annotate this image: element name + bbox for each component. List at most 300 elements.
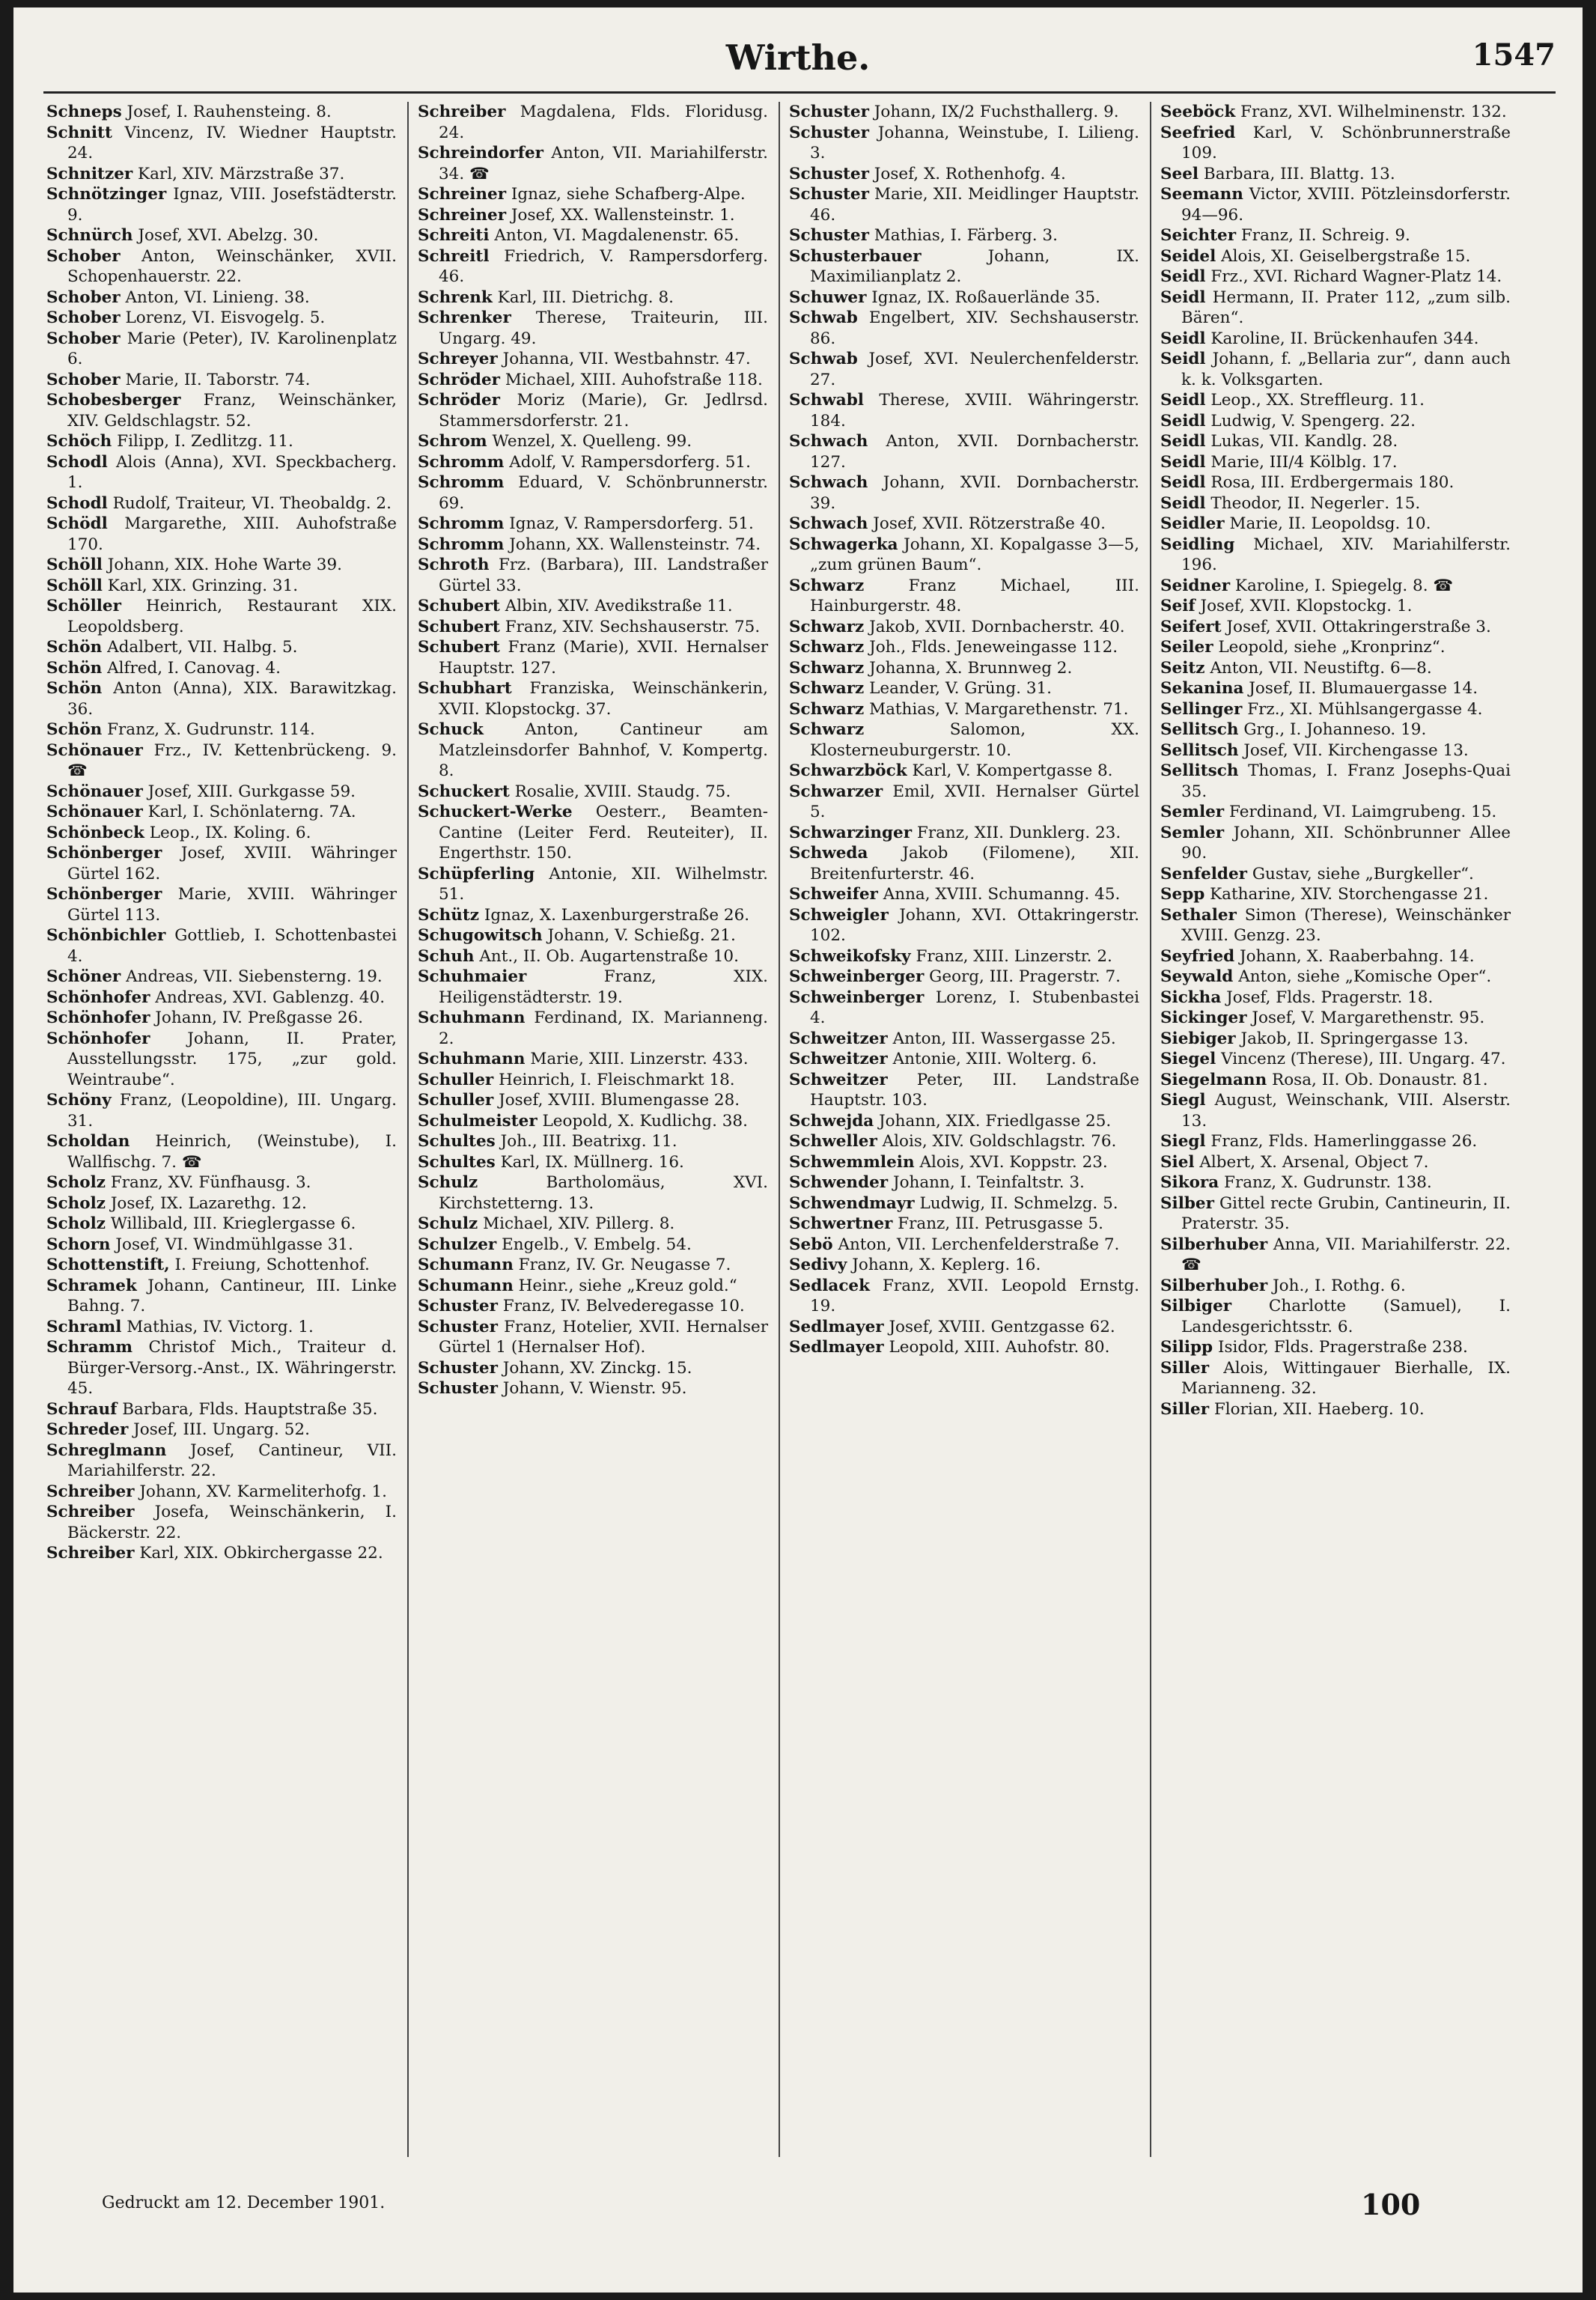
directory-entry [46, 1131, 397, 1172]
entry-details: Barbara, Flds. Hauptstraße 35. [122, 1399, 378, 1419]
directory-entry [1160, 946, 1511, 967]
directory-entry [789, 823, 1139, 844]
entry-surname: Seichter [1160, 226, 1237, 245]
entry-surname: Schwarz [789, 576, 865, 595]
entry-details: Franz Michael, III. Hainburgerstr. 48. [810, 576, 1140, 615]
directory-entry [46, 1008, 397, 1029]
directory-entry [1160, 596, 1511, 617]
entry-surname: Schuster [418, 1358, 498, 1378]
entry-details: Magdalena, Flds. Floridusg. 24. [439, 103, 768, 142]
directory-entry [418, 1255, 768, 1276]
entry-surname: Schramek [46, 1276, 137, 1295]
directory-page [13, 7, 1583, 2293]
entry-surname: Siegel [1160, 1050, 1216, 1068]
directory-entry [46, 678, 397, 719]
entry-surname: Schwarzböck [789, 761, 907, 780]
directory-entry [46, 329, 397, 370]
directory-entry [46, 164, 397, 185]
entry-details: Franz, II. Schreig. 9. [1240, 226, 1410, 245]
entry-details: Frz., XI. Mühlsangergasse 4. [1247, 699, 1483, 719]
directory-entry [46, 843, 397, 884]
entry-surname: Schönauer [46, 740, 143, 760]
entry-surname: Schwagerka [789, 535, 898, 554]
entry-details: Karl, XIV. Märzstraße 37. [138, 164, 345, 183]
entry-surname: Sikora [1160, 1173, 1219, 1192]
entry-details: Karl, I. Schönlaterng. 7A. [147, 803, 356, 821]
entry-details: Anton, XVII. Dornbacherstr. 127. [810, 432, 1139, 472]
directory-entry [1160, 905, 1511, 946]
entry-surname: Schwarz [789, 679, 865, 698]
entry-details: Franz, XII. Dunklerg. 23. [916, 823, 1121, 842]
entry-details: Jakob, II. Springergasse 13. [1240, 1029, 1469, 1048]
directory-entry [789, 967, 1139, 988]
entry-surname: Seidl [1160, 329, 1206, 348]
entry-details: Josef, Flds. Pragerstr. 18. [1226, 988, 1434, 1007]
directory-entry [46, 555, 397, 576]
entry-details: Anton, VI. Magdalenenstr. 65. [494, 226, 740, 245]
entry-surname: Schwab [789, 350, 858, 368]
entry-details: Mathias, I. Färberg. 3. [874, 226, 1058, 245]
entry-surname: Seyfried [1160, 946, 1235, 966]
entry-details: Barbara, III. Blattg. 13. [1203, 164, 1395, 183]
directory-entry [418, 205, 768, 226]
entry-surname: Schnitt [46, 123, 112, 142]
entry-surname: Scholz [46, 1173, 106, 1192]
directory-entry [1160, 1131, 1511, 1152]
entry-details: Franz, X. Gudrunstr. 114. [107, 720, 315, 739]
directory-entry [46, 884, 397, 925]
directory-entry [418, 1152, 768, 1173]
directory-entry [789, 1214, 1139, 1235]
directory-entry [418, 184, 768, 205]
directory-entry [789, 1070, 1139, 1111]
entry-details: Franz, XIII. Linzerstr. 2. [916, 946, 1112, 966]
directory-entry [1160, 967, 1511, 988]
entry-details: Ignaz, IX. Roßauerlände 35. [871, 288, 1100, 307]
directory-entry [418, 617, 768, 638]
entry-details: Marie, II. Leopoldsg. 10. [1229, 514, 1431, 533]
entry-surname: Schweller [789, 1132, 877, 1151]
directory-entry [46, 1317, 397, 1338]
entry-details: Michael, XIV. Mariahilferstr. 196. [1181, 535, 1511, 574]
directory-entry [789, 782, 1139, 823]
entry-details: Ferdinand, IX. Marianneng. 2. [439, 1008, 768, 1048]
entry-surname: Schwertner [789, 1214, 893, 1233]
entry-details: Christof Mich., Traiteur d. Bürger-Versorg.-Anst., IX. Währingerstr. 45. [67, 1338, 397, 1398]
directory-entry [418, 102, 768, 143]
directory-entry [46, 514, 397, 555]
entry-surname: Seiler [1160, 638, 1213, 657]
entry-details: Johann, XV. Karmeliterhofg. 1. [139, 1482, 388, 1501]
directory-entry [418, 802, 768, 864]
entry-surname: Schuckert [418, 782, 510, 801]
directory-entry [1160, 576, 1511, 597]
directory-entry [418, 288, 768, 308]
directory-entry [46, 431, 397, 452]
directory-entry [46, 370, 397, 391]
directory-entry [1160, 678, 1511, 699]
entry-surname: Sickinger [1160, 1008, 1247, 1027]
entry-surname: Seywald [1160, 967, 1234, 986]
directory-entry [789, 472, 1139, 514]
entry-details: Karl, IX. Müllnerg. 16. [500, 1152, 684, 1172]
directory-entry [789, 637, 1139, 658]
entry-details: Leop., IX. Koling. 6. [149, 823, 311, 842]
directory-entry [789, 905, 1139, 946]
directory-entry [418, 1317, 768, 1358]
entry-surname: Schödl [46, 514, 108, 533]
entry-details: Leander, V. Grüng. 31. [869, 679, 1053, 698]
entry-surname: Schuster [418, 1317, 498, 1336]
entry-surname: Schuster [789, 226, 869, 245]
directory-entry [418, 596, 768, 617]
entry-details: Vincenz, IV. Wiedner Hauptstr. 24. [67, 123, 397, 162]
entry-surname: Siebiger [1160, 1029, 1236, 1048]
entry-surname: Schöller [46, 597, 121, 615]
entry-details: Johann, XV. Zinckg. 15. [502, 1358, 692, 1378]
entry-details: Alois, Wittingauer Bierhalle, IX. Marianneng. 32. [1181, 1358, 1511, 1398]
entry-surname: Schwarz [789, 720, 865, 739]
directory-entry [789, 225, 1139, 246]
directory-entry [418, 1111, 768, 1132]
entry-details: Bartholomäus, XVI. Kirchstetterng. 13. [439, 1173, 768, 1213]
entry-surname: Schrom [418, 432, 487, 451]
directory-entry [789, 946, 1139, 967]
entry-surname: Silbiger [1160, 1297, 1232, 1315]
directory-entry [1160, 225, 1511, 246]
entry-surname: Schwab [789, 308, 858, 327]
entry-surname: Schuster [789, 103, 869, 121]
entry-surname: Seidling [1160, 535, 1235, 554]
directory-entry [418, 782, 768, 803]
entry-details: Joh., III. Beatrixg. 11. [500, 1132, 677, 1151]
entry-surname: Seifert [1160, 617, 1222, 636]
entry-surname: Schweifer [789, 885, 878, 904]
directory-entry [46, 1482, 397, 1503]
directory-entry [1160, 1399, 1511, 1420]
entry-surname: Schuhmann [418, 1008, 526, 1027]
directory-entry [46, 658, 397, 679]
directory-entry [789, 1235, 1139, 1256]
entry-details: Marie, II. Taborstr. 74. [125, 370, 311, 389]
entry-surname: Schwach [789, 432, 868, 451]
entry-details: Johanna, Weinstube, I. Lilieng. 3. [810, 123, 1139, 162]
entry-surname: Schreglmann [46, 1440, 167, 1460]
entry-surname: Schöll [46, 576, 103, 595]
entry-details: Albert, X. Arsenal, Object 7. [1199, 1152, 1429, 1172]
entry-surname: Schweigler [789, 905, 889, 925]
entry-details: Anton, VI. Linieng. 38. [125, 288, 310, 307]
entry-surname: Schuster [418, 1297, 498, 1315]
entry-details: Johann, XIX. Friedlgasse 25. [879, 1111, 1112, 1131]
directory-entry [789, 246, 1139, 288]
entry-details: Alois, XIV. Goldschlagstr. 76. [882, 1132, 1117, 1151]
directory-entry [418, 1172, 768, 1214]
directory-entry [418, 1378, 768, 1399]
entry-details: Grg., I. Johanneso. 19. [1243, 720, 1427, 739]
directory-entry [46, 925, 397, 967]
entry-details: Michael, XIII. Auhofstraße 118. [505, 370, 763, 389]
entry-details: Johann, f. „Bellaria zur“, dann auch k. k. Volksgarten. [1181, 350, 1511, 389]
directory-entry [418, 143, 768, 184]
entry-surname: Siller [1160, 1399, 1210, 1419]
print-date: Gedruckt am 12. December 1901. [102, 2194, 386, 2212]
entry-surname: Seidl [1160, 493, 1206, 513]
entry-surname: Schuller [418, 1070, 494, 1089]
directory-entry [46, 1420, 397, 1440]
entry-details: Gottlieb, I. Schottenbastei 4. [67, 926, 397, 966]
entry-details: Josef, V. Margarethenstr. 95. [1252, 1008, 1485, 1027]
directory-entry [1160, 1008, 1511, 1029]
entry-surname: Schromm [418, 473, 505, 492]
directory-entry [1160, 535, 1511, 576]
entry-surname: Schwarz [789, 617, 865, 636]
entry-surname: Schraml [46, 1317, 122, 1336]
directory-entry [789, 843, 1139, 884]
entry-surname: Schromm [418, 452, 505, 472]
entry-details: Andreas, VII. Siebensterng. 19. [126, 967, 383, 986]
directory-entry [46, 782, 397, 803]
directory-entry [46, 1502, 397, 1543]
entry-details: Alfred, I. Canovag. 4. [107, 658, 281, 678]
directory-entry [418, 514, 768, 535]
entry-surname: Schweinberger [789, 967, 925, 986]
entry-surname: Schuh [418, 946, 475, 966]
entry-details: Victor, XVIII. Pötzleinsdorferstr. 94—96. [1181, 185, 1511, 225]
entry-details: Willibald, III. Krieglergasse 6. [110, 1214, 356, 1233]
entry-details: Johann, XX. Wallensteinstr. 74. [509, 535, 761, 554]
entry-details: Heinrich, Restaurant XIX. Leopoldsberg. [67, 597, 397, 636]
directory-entry [46, 1440, 397, 1482]
entry-surname: Sickha [1160, 988, 1222, 1007]
entry-details: Ludwig, II. Schmelzg. 5. [919, 1193, 1118, 1213]
directory-entry [789, 123, 1139, 164]
entry-details: Johann, XII. Schönbrunner Allee 90. [1181, 823, 1511, 862]
entry-details: Albin, XIV. Avedikstraße 11. [505, 597, 733, 615]
column-divider [779, 102, 780, 2157]
directory-entry [418, 472, 768, 514]
directory-entry [1160, 184, 1511, 225]
entry-details: Engelbert, XIV. Sechshauserstr. 86. [810, 308, 1139, 348]
entry-details: August, Weinschank, VIII. Alserstr. 13. [1181, 1091, 1511, 1131]
directory-entry [418, 1070, 768, 1091]
entry-surname: Schober [46, 246, 121, 266]
entry-details: Josef, XVI. Abelzg. 30. [138, 226, 319, 245]
directory-entry [789, 1193, 1139, 1214]
directory-entry [46, 493, 397, 514]
entry-surname: Seidl [1160, 452, 1206, 472]
entry-details: Peter, III. Landstraße Hauptstr. 103. [810, 1070, 1139, 1110]
entry-surname: Sedlacek [789, 1276, 871, 1295]
entry-surname: Schwach [789, 473, 868, 492]
directory-entry [46, 390, 397, 431]
entry-details: Franz, IV. Belvederegasse 10. [502, 1297, 745, 1315]
entry-surname: Schumann [418, 1276, 514, 1295]
entry-details: Johann, Cantineur, III. Linke Bahng. 7. [67, 1276, 397, 1315]
entry-surname: Sellinger [1160, 699, 1243, 719]
entry-surname: Schüpferling [418, 864, 535, 883]
directory-entry [418, 864, 768, 905]
entry-details: Karl, V. Kompertgasse 8. [912, 761, 1113, 780]
directory-entry [789, 884, 1139, 905]
directory-entry [418, 1008, 768, 1049]
entry-surname: Schuck [418, 720, 484, 739]
directory-entry [418, 678, 768, 719]
directory-entry [789, 308, 1139, 349]
entry-surname: Schwender [789, 1173, 889, 1192]
entry-surname: Siel [1160, 1152, 1195, 1172]
entry-surname: Schön [46, 658, 103, 678]
entry-surname: Schugowitsch [418, 926, 543, 945]
entry-surname: Silberhuber [1160, 1276, 1268, 1295]
directory-entry [789, 699, 1139, 720]
entry-details: Engelb., V. Embelg. 54. [502, 1235, 692, 1254]
entry-surname: Sellitsch [1160, 720, 1239, 739]
entry-surname: Schönauer [46, 803, 143, 821]
directory-entry [789, 988, 1139, 1029]
entry-details: Josefa, Weinschänkerin, I. Bäckerstr. 22. [67, 1503, 397, 1542]
entry-details: Josef, VI. Windmühlgasse 31. [115, 1235, 353, 1254]
entry-surname: Seidl [1160, 267, 1206, 286]
entry-surname: Sekanina [1160, 679, 1244, 698]
entry-details: Marie, XIII. Linzerstr. 433. [530, 1050, 749, 1068]
entry-surname: Sellitsch [1160, 761, 1239, 780]
entry-details: Franz (Marie), XVII. Hernalser Hauptstr. 127. [439, 638, 768, 678]
entry-surname: Schultes [418, 1132, 496, 1151]
entry-surname: Seidl [1160, 391, 1206, 410]
entry-details: Marie (Peter), IV. Karolinenplatz 6. [67, 329, 397, 368]
directory-entry [789, 535, 1139, 576]
entry-surname: Schober [46, 308, 121, 327]
entry-details: Ferdinand, VI. Laimgrubeng. 15. [1228, 803, 1497, 821]
entry-surname: Schusterbauer [789, 246, 922, 266]
directory-entry [1160, 719, 1511, 740]
entry-details: Ant., II. Ob. Augartenstraße 10. [479, 946, 739, 966]
entry-details: Franz, Weinschänker, XIV. Geldschlagstr. 52. [67, 391, 397, 431]
entry-surname: Sethaler [1160, 905, 1237, 925]
entry-surname: Schöch [46, 432, 112, 451]
directory-entry [46, 1193, 397, 1214]
directory-entry [46, 225, 397, 246]
entry-surname: Seidl [1160, 473, 1206, 492]
entry-details: Therese, Traiteurin, III. Ungarg. 49. [439, 308, 768, 348]
entry-details: Simon (Therese), Weinschänker XVIII. Genzg. 23. [1181, 905, 1511, 945]
directory-entry [1160, 246, 1511, 267]
directory-entry [789, 678, 1139, 699]
entry-surname: Sedlmayer [789, 1317, 884, 1336]
entry-surname: Schreiber [418, 103, 506, 121]
entry-details: Franz, XIV. Sechshauserstr. 75. [505, 617, 761, 636]
directory-entry [46, 1255, 397, 1276]
entry-surname: Semler [1160, 803, 1225, 821]
entry-details: Anton, III. Wassergasse 25. [892, 1029, 1116, 1048]
entry-surname: Sebö [789, 1235, 833, 1254]
directory-entry [789, 617, 1139, 638]
entry-details: Johann, IX/2 Fuchsthallerg. 9. [874, 103, 1119, 121]
entry-details: Leopold, XIII. Auhofstr. 80. [889, 1338, 1110, 1357]
directory-entry [789, 349, 1139, 390]
entry-surname: Schönhofer [46, 988, 150, 1007]
entry-surname: Schuller [418, 1091, 494, 1110]
directory-entry [1160, 823, 1511, 864]
entry-details: Leop., XX. Streffleurg. 11. [1210, 391, 1425, 410]
directory-entry [789, 761, 1139, 782]
entry-surname: Schön [46, 679, 103, 698]
entry-details: Johanna, X. Brunnweg 2. [869, 658, 1073, 678]
directory-entry [1160, 472, 1511, 493]
entry-surname: Schöny [46, 1091, 112, 1110]
entry-surname: Schwarz [789, 699, 865, 719]
entry-details: Frz., IV. Kettenbrückeng. 9. ☎ [67, 740, 397, 780]
directory-entry [1160, 1337, 1511, 1358]
directory-entry [418, 246, 768, 288]
entry-surname: Schweikofsky [789, 946, 911, 966]
directory-entry [46, 576, 397, 597]
entry-surname: Schrauf [46, 1399, 118, 1419]
directory-entry [1160, 1235, 1511, 1276]
column-divider [407, 102, 409, 2157]
entry-surname: Schubert [418, 597, 500, 615]
entry-surname: Seidl [1160, 411, 1206, 431]
entry-details: Johann, X. Keplerg. 16. [852, 1256, 1041, 1274]
entry-surname: Schottenstift, [46, 1256, 170, 1274]
directory-entry [46, 988, 397, 1008]
entry-surname: Schönberger [46, 844, 162, 862]
entry-details: Heinrich, (Weinstube), I. Wallfischg. 7. ☎ [67, 1132, 397, 1172]
column-1 [46, 102, 397, 1564]
entry-surname: Schwarz [789, 638, 865, 657]
directory-entry [418, 719, 768, 782]
directory-entry [46, 1235, 397, 1256]
directory-entry [46, 123, 397, 164]
directory-entry [1160, 1296, 1511, 1337]
directory-entry [789, 514, 1139, 535]
entry-surname: Sedlmayer [789, 1338, 884, 1357]
directory-entry [418, 225, 768, 246]
entry-details: Johann, II. Prater, Ausstellungsstr. 175, „zur gold. Weintraube“. [67, 1029, 397, 1089]
entry-details: Josef, Cantineur, VII. Mariahilferstr. 22. [67, 1440, 397, 1480]
entry-surname: Schütz [418, 905, 480, 925]
directory-entry [1160, 761, 1511, 802]
entry-surname: Schnitzer [46, 164, 133, 183]
directory-entry [46, 452, 397, 493]
entry-details: I. Freiung, Schottenhof. [174, 1256, 370, 1274]
entry-details: Karoline, II. Brückenhaufen 344. [1210, 329, 1479, 348]
entry-details: Lorenz, I. Stubenbastei 4. [810, 988, 1139, 1027]
entry-details: Oesterr., Beamten-Cantine (Leiter Ferd. Reuteiter), II. Engerthstr. 150. [439, 803, 768, 862]
entry-surname: Sepp [1160, 885, 1205, 904]
directory-entry [1160, 390, 1511, 411]
entry-surname: Schreiti [418, 226, 490, 245]
entry-surname: Siegelmann [1160, 1070, 1267, 1089]
directory-entry [418, 349, 768, 370]
entry-details: Emil, XVII. Hernalser Gürtel 5. [810, 782, 1139, 821]
entry-surname: Schroth [418, 556, 490, 574]
entry-surname: Schönbichler [46, 926, 166, 945]
entry-details: Charlotte (Samuel), I. Landesgerichtsstr. 6. [1181, 1297, 1511, 1336]
entry-surname: Semler [1160, 823, 1225, 842]
entry-details: Adolf, V. Rampersdorferg. 51. [509, 452, 751, 472]
entry-surname: Seemann [1160, 185, 1243, 204]
entry-surname: Schromm [418, 535, 505, 554]
entry-surname: Schweitzer [789, 1050, 888, 1068]
entry-details: Filipp, I. Zedlitzg. 11. [117, 432, 293, 451]
entry-surname: Schumann [418, 1256, 514, 1274]
directory-entry [789, 431, 1139, 472]
entry-details: Josef, XVIII. Währinger Gürtel 162. [67, 844, 397, 883]
entry-details: Anton, VII. Lerchenfelderstraße 7. [838, 1235, 1120, 1254]
entry-details: Michael, XIV. Pillerg. 8. [483, 1214, 675, 1233]
